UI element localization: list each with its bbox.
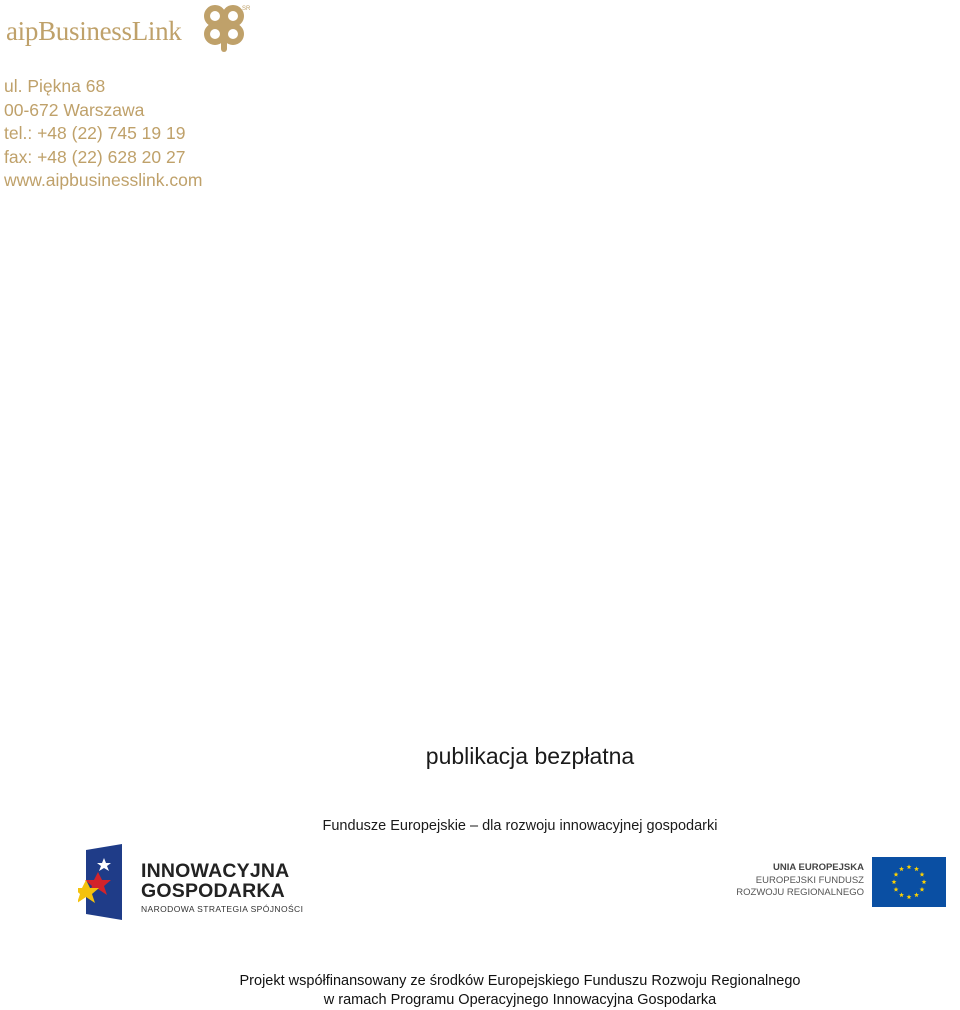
eu-fund-logo xyxy=(736,856,950,908)
brand-mark-superscript: SR xyxy=(242,6,250,12)
address-fax: fax: +48 (22) 628 20 27 xyxy=(4,146,186,167)
eu-line3: ROZWOJU REGIONALNEGO xyxy=(736,887,864,898)
address-website[interactable]: www.aipbusinesslink.com xyxy=(4,170,203,190)
free-publication-label: publikacja bezpłatna xyxy=(425,743,635,769)
eu-flag-icon xyxy=(872,857,946,907)
eu-line2: EUROPEJSKI FUNDUSZ xyxy=(755,874,864,886)
eu-fund-text xyxy=(736,862,864,900)
brand-logo xyxy=(4,2,264,56)
brand-name: aipBusinessLink xyxy=(6,16,182,46)
address-phone: tel.: +48 (22) 745 19 19 xyxy=(4,123,186,143)
eu-line1: UNIA EUROPEJSKA xyxy=(773,862,864,873)
project-note-line2: w ramach Programu Operacyjnego Innowacyjna Gospodarka xyxy=(323,992,717,1008)
funds-tagline: Fundusze Europejskie – dla rozwoju innowacyjnej gospodarki xyxy=(322,818,718,834)
project-note-line1: Projekt współfinansowany ze środków Europejskiego Funduszu Rozwoju Regionalnego xyxy=(239,973,801,989)
ig-title-line2: GOSPODARKA xyxy=(141,880,285,902)
innowacyjna-gospodarka-logo xyxy=(78,842,313,924)
ig-title-line1: INNOWACYJNA xyxy=(141,860,290,882)
address-city: 00-672 Warszawa xyxy=(4,99,145,120)
contact-address xyxy=(4,75,202,193)
brand-mark-icon xyxy=(202,2,250,52)
ig-flag-icon xyxy=(78,842,138,924)
ig-subtitle: NARODOWA STRATEGIA SPÓJNOŚCI xyxy=(141,904,304,914)
project-cofinancing-note xyxy=(0,972,960,1010)
address-street: ul. Piękna 68 xyxy=(4,76,106,96)
